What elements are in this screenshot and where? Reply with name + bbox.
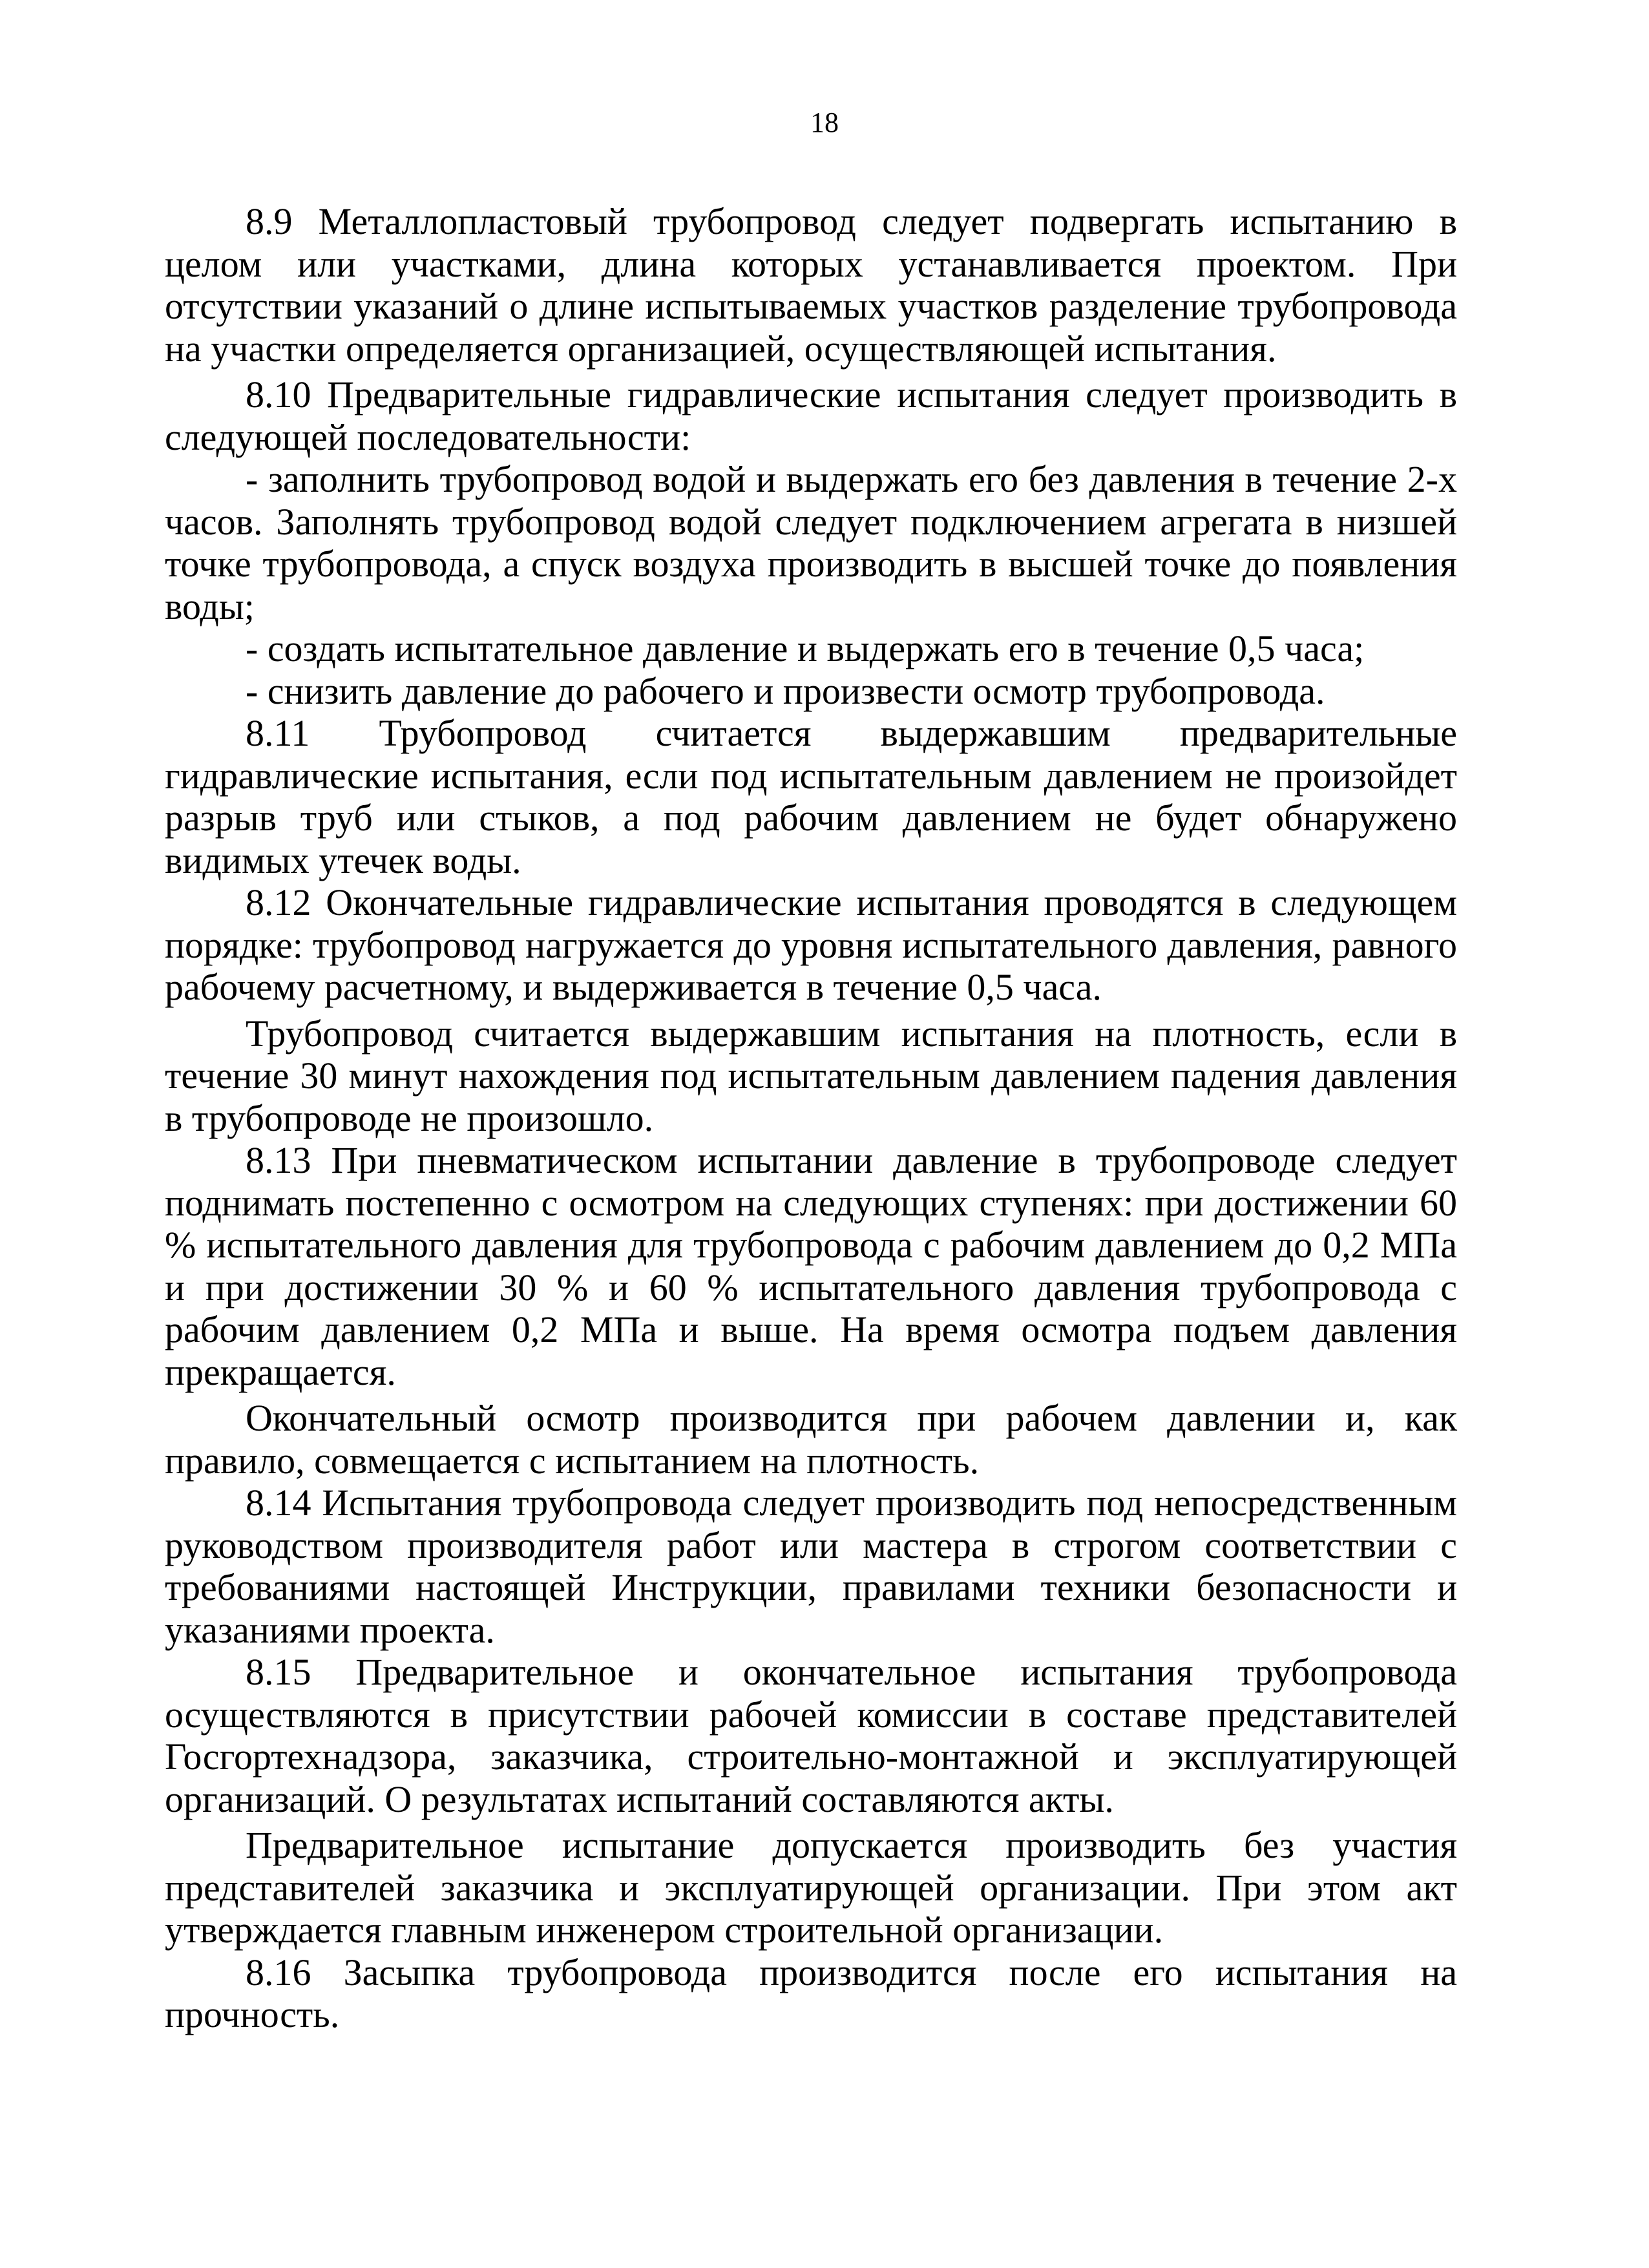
- list-item-create-pressure: - создать испытательное давление и выдержать его в течение 0,5 часа;: [246, 627, 1365, 669]
- list-item-reduce-pressure: - снизить давление до рабочего и произвести осмотр трубопровода.: [246, 669, 1325, 712]
- paragraph-8-12: 8.12 Окончательные гидравлические испытания проводятся в следующем порядке: трубопровод нагружается до уровня испытательного давления, равного рабочему расчетному, и выдерживается в течение 0,5 часа.: [165, 881, 1457, 1008]
- paragraph-8-13: 8.13 При пневматическом испытании давление в трубопроводе следует поднимать постепенно с осмотром на следующих ступенях: при достижении 60 % испытательного давления для трубопровода с рабочим давлением до 0,2 МПа и при достижении 30 % и 60 % испытательного давления трубопровода с рабочим давлением 0,2 МПа и выше. На время осмотра подъем давления прекращается.: [165, 1139, 1457, 1393]
- paragraph-8-9: 8.9 Металлопластовый трубопровод следует подвергать испытанию в целом или участками, длина которых устанавливается проектом. При отсутствии указаний о длине испытываемых участков разделение трубопровода на участки определяется организацией, осуществляющей испытания.: [165, 200, 1457, 370]
- paragraph-preliminary-test: Предварительное испытание допускается производить без участия представителей заказчика и эксплуатирующей организации. При этом акт утверждается главным инженером строительной организации.: [165, 1824, 1457, 1951]
- page-number: 18: [810, 107, 839, 138]
- paragraph-8-16: 8.16 Засыпка трубопровода производится после его испытания на прочность.: [165, 1951, 1457, 2035]
- paragraph-8-11: 8.11 Трубопровод считается выдержавшим предварительные гидравлические испытания, если под испытательным давлением не произойдет разрыв труб или стыков, а под рабочим давлением не будет обнаружено видимых утечек воды.: [165, 712, 1457, 881]
- paragraph-8-10: 8.10 Предварительные гидравлические испытания следует производить в следующей последовательности:: [165, 373, 1457, 458]
- document-body: [165, 200, 1457, 2036]
- list-item-fill-pipeline: - заполнить трубопровод водой и выдержать его без давления в течение 2-х часов. Заполнять трубопровод водой следует подключением агрегата в низшей точке трубопровода, а спуск воздуха производить в высшей точке до появления воды;: [165, 458, 1457, 627]
- paragraph-8-15: 8.15 Предварительное и окончательное испытания трубопровода осуществляются в присутствии рабочей комиссии в составе представителей Госгортехнадзора, заказчика, строительно-монтажной и эксплуатирующей организаций. О результатах испытаний составляются акты.: [165, 1651, 1457, 1820]
- paragraph-final-inspection: Окончательный осмотр производится при рабочем давлении и, как правило, совмещается с испытанием на плотность.: [165, 1397, 1457, 1482]
- paragraph-density-test: Трубопровод считается выдержавшим испытания на плотность, если в течение 30 минут нахождения под испытательным давлением падения давления в трубопроводе не произошло.: [165, 1012, 1457, 1139]
- paragraph-8-14: 8.14 Испытания трубопровода следует производить под непосредственным руководством производителя работ или мастера в строгом соответствии с требованиями настоящей Инструкции, правилами техники безопасности и указаниями проекта.: [165, 1482, 1457, 1651]
